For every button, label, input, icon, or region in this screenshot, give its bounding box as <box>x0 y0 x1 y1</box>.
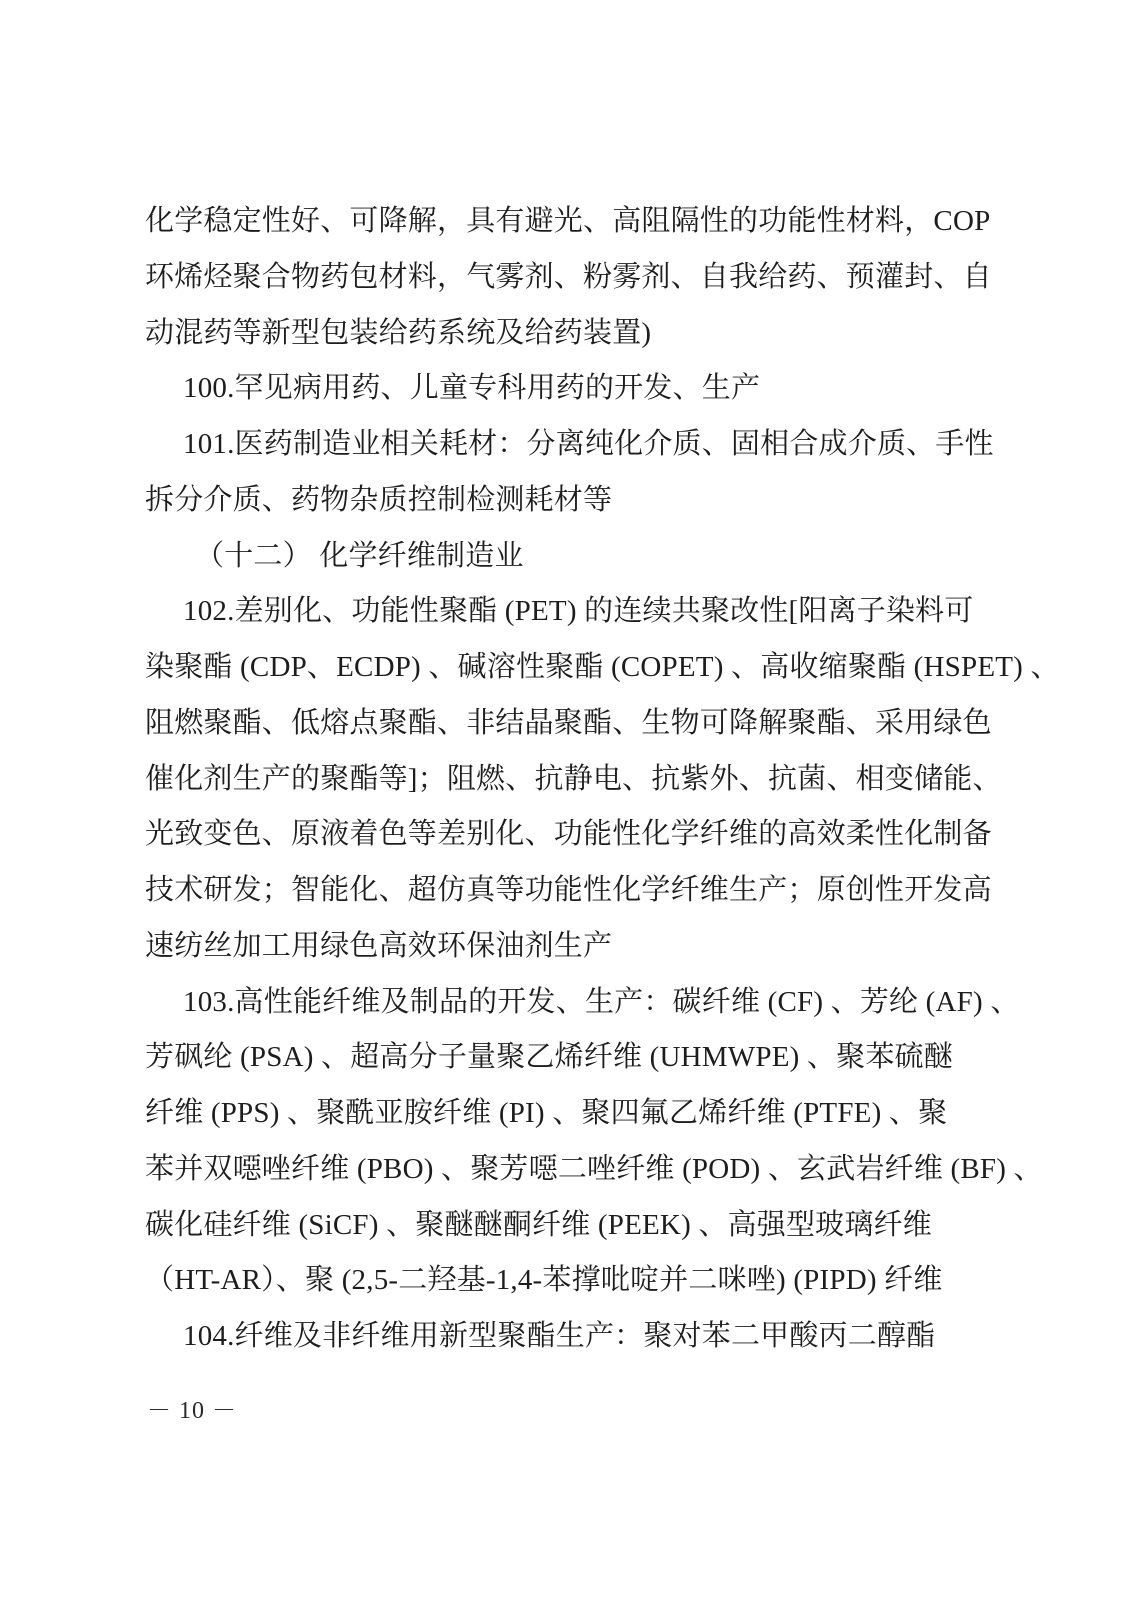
item-102-line-4: 催化剂生产的聚酯等]；阻燃、抗静电、抗紫外、抗菌、相变储能、 <box>145 762 1002 795</box>
item-102-line-6: 技术研发；智能化、超仿真等功能性化学纤维生产；原创性开发高 <box>145 874 992 906</box>
item-101-line-1: 101.医药制造业相关耗材：分离纯化介质、固相合成介质、手性 <box>183 428 994 460</box>
body-line-3: 动混药等新型包装给药系统及给药装置) <box>145 316 652 349</box>
body-line-2: 环烯烃聚合物药包材料，气雾剂、粉雾剂、自我给药、预灌封、自 <box>145 260 992 293</box>
item-103-line-5: 碳化硅纤维 (SiCF) 、聚醚醚酮纤维 (PEEK) 、高强型玻璃纤维 <box>145 1208 932 1241</box>
item-103-line-2: 芳砜纶 (PSA) 、超高分子量聚乙烯纤维 (UHMWPE) 、聚苯硫醚 <box>145 1041 953 1074</box>
section-heading-12: （十二） 化学纤维制造业 <box>195 539 524 572</box>
item-102-line-2: 染聚酯 (CDP、ECDP) 、碱溶性聚酯 (COPET) 、高收缩聚酯 (HSPET) 、 <box>145 651 1060 683</box>
item-102-line-7: 速纺丝加工用绿色高效环保油剂生产 <box>145 929 613 962</box>
item-102-line-3: 阻燃聚酯、低熔点聚酯、非结晶聚酯、生物可降解聚酯、采用绿色 <box>145 706 992 739</box>
item-101-line-2: 拆分介质、药物杂质控制检测耗材等 <box>145 483 613 516</box>
item-104-line: 104.纤维及非纤维用新型聚酯生产：聚对苯二甲酸丙二醇酯 <box>183 1320 936 1352</box>
page-body <box>145 194 1060 1365</box>
item-103-line-3: 纤维 (PPS) 、聚酰亚胺纤维 (PI) 、聚四氟乙烯纤维 (PTFE) 、聚 <box>145 1097 948 1129</box>
item-100-line: 100.罕见病用药、儿童专科用药的开发、生产 <box>183 372 761 405</box>
item-103-line-4: 苯并双噁唑纤维 (PBO) 、聚芳噁二唑纤维 (POD) 、玄武岩纤维 (BF) 、 <box>145 1152 1043 1185</box>
item-102-line-1: 102.差别化、功能性聚酯 (PET) 的连续共聚改性[阳离子染料可 <box>183 595 974 628</box>
body-line-1: 化学稳定性好、可降解，具有避光、高阻隔性的功能性材料，COP <box>145 205 991 237</box>
page-number: － 10 － <box>147 1398 237 1424</box>
item-103-line-6: （HT-AR）、聚 (2,5-二羟基-1,4-苯撑吡啶并二咪唑) (PIPD) 纤维 <box>145 1264 943 1297</box>
item-102-line-5: 光致变色、原液着色等差别化、功能性化学纤维的高效柔性化制备 <box>145 818 992 851</box>
item-103-line-1: 103.高性能纤维及制品的开发、生产：碳纤维 (CF) 、芳纶 (AF) 、 <box>183 985 1020 1018</box>
